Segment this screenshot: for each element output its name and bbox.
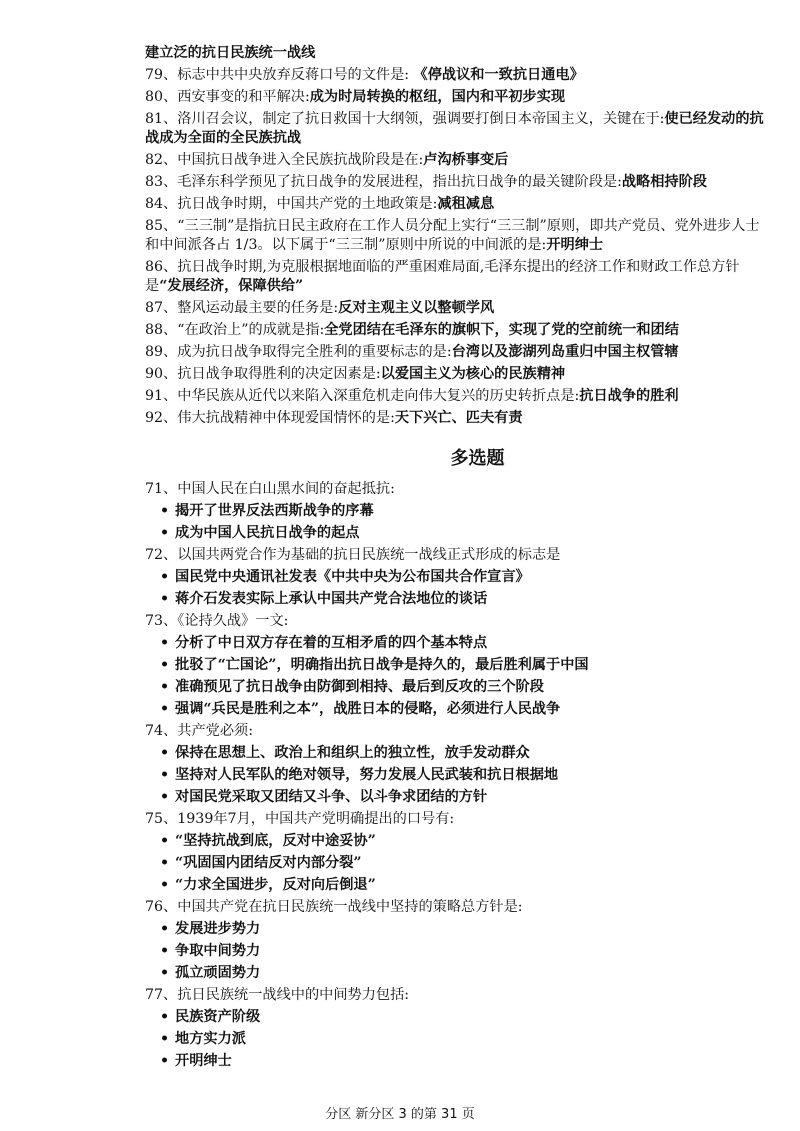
- question-text: 抗日战争取得胜利的决定因素是:: [177, 366, 381, 382]
- bullet-icon: •: [160, 789, 170, 805]
- answer-option-text: 保持在思想上、政治上和组织上的独立性，放手发动群众: [175, 745, 530, 761]
- bullet-icon: •: [160, 1009, 170, 1025]
- answer-options-list: [145, 832, 770, 895]
- answer-option-text: 国民党中央通讯社发表《中共中央为公布国共合作宣言》: [175, 569, 530, 585]
- question-item: [145, 66, 770, 85]
- answer-text: 天下兴亡、匹夫有责: [394, 410, 523, 426]
- bullet-icon: •: [160, 679, 170, 695]
- multi-question-item: [145, 612, 770, 631]
- question-number: 81、: [145, 111, 178, 127]
- answer-option-text: “坚持抗战到底，反对中途妥协”: [175, 833, 376, 849]
- answer-option-text: 揭开了世界反法西斯战争的序幕: [175, 503, 374, 519]
- question-item: [145, 151, 770, 170]
- answer-options-list: [145, 634, 770, 719]
- answer-option: [145, 942, 770, 961]
- answer-option-text: “力求全国进步，反对向后倒退”: [175, 877, 376, 893]
- section-heading: 建立泛的抗日民族统一战线: [145, 45, 316, 61]
- question-number: 79、: [145, 67, 178, 83]
- question-number: 76、: [145, 899, 178, 915]
- bullet-icon: •: [160, 525, 170, 541]
- answer-option: [145, 920, 770, 939]
- bullet-icon: •: [160, 877, 170, 893]
- question-text: 成为抗日战争取得完全胜利的重要标志的是:: [177, 344, 452, 360]
- question-text: “三三制”是指抗日民主政府在工作人员分配上实行“三三制”原则，即共产党员、党外进步人士和中间派各占 1/3。以下属于“三三制”原则中所说的中间派的是:: [145, 218, 760, 253]
- bullet-icon: •: [160, 833, 170, 849]
- answer-options-list: [145, 920, 770, 983]
- answer-text: 战略相持阶段: [621, 174, 707, 190]
- question-number: 85、: [145, 218, 178, 234]
- answer-option: [145, 656, 770, 675]
- question-number: 77、: [145, 987, 178, 1003]
- page-content: [145, 44, 770, 1074]
- question-number: 80、: [145, 89, 178, 105]
- question-number: 90、: [145, 366, 178, 382]
- answer-text: 开明绅士: [546, 237, 604, 253]
- question-item: [145, 217, 770, 255]
- answer-options-list: [145, 744, 770, 807]
- multi-question-item: [145, 722, 770, 741]
- question-text: 伟大抗战精神中体现爱国情怀的是:: [177, 410, 395, 426]
- bullet-icon: •: [160, 943, 170, 959]
- answer-option-text: “巩固国内团结反对内部分裂”: [175, 855, 362, 871]
- question-text: 西安事变的和平解决:: [177, 89, 310, 105]
- answer-option: [145, 832, 770, 851]
- question-text: 抗日战争时期，中国共产党的土地政策是:: [177, 196, 438, 212]
- answer-options-list: [145, 568, 770, 609]
- answer-option: [145, 1008, 770, 1027]
- multi-choice-list: [145, 480, 770, 1071]
- question-item: [145, 195, 770, 214]
- answer-text: 《停战议和一致抗日通电》: [413, 67, 584, 83]
- multi-question-item: [145, 546, 770, 565]
- question-text: 中国共产党在抗日民族统一战线中坚持的策略总方针是:: [177, 899, 523, 915]
- question-text: “在政治上”的成就是指:: [177, 322, 325, 338]
- question-number: 83、: [145, 174, 178, 190]
- answer-option: [145, 634, 770, 653]
- question-text: 1939年7月，中国共产党明确提出的口号有:: [177, 811, 455, 827]
- answer-option: [145, 964, 770, 983]
- answer-text: 全党团结在毛泽东的旗帜下，实现了党的空前统一和团结: [324, 322, 679, 338]
- answer-option-text: 蒋介石发表实际上承认中国共产党合法地位的谈话: [175, 591, 488, 607]
- answer-option-text: 批驳了“亡国论”，明确指出抗日战争是持久的，最后胜利属于中国: [175, 657, 589, 673]
- question-item: [145, 258, 770, 296]
- answer-text: 卢沟桥事变后: [423, 152, 509, 168]
- answer-text: 反对主观主义以整顿学风: [338, 300, 495, 316]
- bullet-icon: •: [160, 965, 170, 981]
- answer-option: [145, 854, 770, 873]
- answer-text: 抗日战争的胜利: [579, 388, 679, 404]
- answer-options-list: [145, 502, 770, 543]
- question-item: [145, 409, 770, 428]
- question-number: 89、: [145, 344, 178, 360]
- answer-option: [145, 700, 770, 719]
- answer-option: [145, 1030, 770, 1049]
- answer-option-text: 成为中国人民抗日战争的起点: [175, 525, 360, 541]
- answer-option: [145, 876, 770, 895]
- answer-text: 减租减息: [437, 196, 495, 212]
- answer-option: [145, 766, 770, 785]
- bullet-icon: •: [160, 701, 170, 717]
- question-text: 整风运动最主要的任务是:: [177, 300, 339, 316]
- answer-option: [145, 524, 770, 543]
- answer-option-text: 分析了中日双方存在着的互相矛盾的四个基本特点: [175, 635, 488, 651]
- answer-option-text: 发展进步势力: [175, 921, 261, 937]
- bullet-icon: •: [160, 1031, 170, 1047]
- multi-choice-title: 多选题: [450, 448, 505, 469]
- page-footer: 分区 新分区 3 的第 31 页: [325, 1107, 475, 1122]
- question-number: 87、: [145, 300, 178, 316]
- multi-question-item: [145, 480, 770, 499]
- answer-option: [145, 788, 770, 807]
- question-number: 91、: [145, 388, 178, 404]
- answer-text: “发展经济，保障供给”: [159, 278, 304, 294]
- question-text: 抗日战争时期,为克服根据地面临的严重困难局面,毛泽东提出的经济工作和财政工作总方针是: [145, 259, 740, 294]
- question-item: [145, 299, 770, 318]
- bullet-icon: •: [160, 635, 170, 651]
- bullet-icon: •: [160, 569, 170, 585]
- question-text: 中国抗日战争进入全民族抗战阶段是在:: [177, 152, 424, 168]
- question-number: 75、: [145, 811, 178, 827]
- answer-option-text: 民族资产阶级: [175, 1009, 261, 1025]
- answer-text: 成为时局转换的枢纽，国内和平初步实现: [309, 89, 566, 105]
- bullet-icon: •: [160, 503, 170, 519]
- answer-option-text: 地方实力派: [175, 1031, 246, 1047]
- question-item: [145, 173, 770, 192]
- question-number: 73、: [145, 613, 178, 629]
- bullet-icon: •: [160, 657, 170, 673]
- question-text: 以国共两党合作为基础的抗日民族统一战线正式形成的标志是: [177, 547, 561, 563]
- question-number: 82、: [145, 152, 178, 168]
- question-item: [145, 387, 770, 406]
- question-item: [145, 321, 770, 340]
- answer-options-list: [145, 1008, 770, 1071]
- question-number: 74、: [145, 723, 178, 739]
- question-item: [145, 110, 770, 148]
- question-text: 抗日民族统一战线中的中间势力包括:: [177, 987, 410, 1003]
- bullet-icon: •: [160, 1053, 170, 1069]
- answer-option: [145, 744, 770, 763]
- question-text: 洛川召会议，制定了抗日救国十大纲领，强调要打倒日本帝国主义，关键在于:: [177, 111, 665, 127]
- question-text: 中华民族从近代以来陷入深重危机走向伟大复兴的历史转折点是:: [177, 388, 580, 404]
- question-number: 71、: [145, 481, 178, 497]
- answer-option-text: 强调“兵民是胜利之本”，战胜日本的侵略，必须进行人民战争: [175, 701, 561, 717]
- question-number: 88、: [145, 322, 178, 338]
- bullet-icon: •: [160, 591, 170, 607]
- answer-option: [145, 678, 770, 697]
- bullet-icon: •: [160, 745, 170, 761]
- question-number: 84、: [145, 196, 178, 212]
- question-text: 中国人民在白山黑水间的奋起抵抗:: [177, 481, 395, 497]
- bullet-icon: •: [160, 855, 170, 871]
- answer-option: [145, 590, 770, 609]
- bullet-icon: •: [160, 921, 170, 937]
- answer-option-text: 争取中间势力: [175, 943, 261, 959]
- question-item: [145, 343, 770, 362]
- answer-option-text: 对国民党采取又团结又斗争、以斗争求团结的方针: [175, 789, 488, 805]
- answer-text: 使已经发动的抗战成为全面的全民族抗战: [145, 111, 764, 146]
- answer-option: [145, 502, 770, 521]
- single-choice-list: [145, 66, 770, 428]
- multi-question-item: [145, 810, 770, 829]
- question-number: 86、: [145, 259, 178, 275]
- question-text: 毛泽东科学预见了抗日战争的发展进程，指出抗日战争的最关键阶段是:: [177, 174, 622, 190]
- multi-question-item: [145, 898, 770, 917]
- answer-text: 台湾以及澎湖列岛重归中国主权管辖: [451, 344, 679, 360]
- answer-option-text: 孤立顽固势力: [175, 965, 261, 981]
- answer-option-text: 坚持对人民军队的绝对领导，努力发展人民武装和抗日根据地: [175, 767, 559, 783]
- question-text: 共产党必须:: [177, 723, 253, 739]
- answer-option: [145, 1052, 770, 1071]
- question-text: 《论持久战》一文:: [177, 613, 289, 629]
- answer-text: 以爱国主义为核心的民族精神: [380, 366, 566, 382]
- bullet-icon: •: [160, 767, 170, 783]
- question-item: [145, 88, 770, 107]
- question-number: 92、: [145, 410, 178, 426]
- question-text: 标志中共中央放弃反蒋口号的文件是:: [177, 67, 414, 83]
- multi-question-item: [145, 986, 770, 1005]
- answer-option: [145, 568, 770, 587]
- question-number: 72、: [145, 547, 178, 563]
- answer-option-text: 准确预见了抗日战争由防御到相持、最后到反攻的三个阶段: [175, 679, 544, 695]
- question-item: [145, 365, 770, 384]
- answer-option-text: 开明绅士: [175, 1053, 232, 1069]
